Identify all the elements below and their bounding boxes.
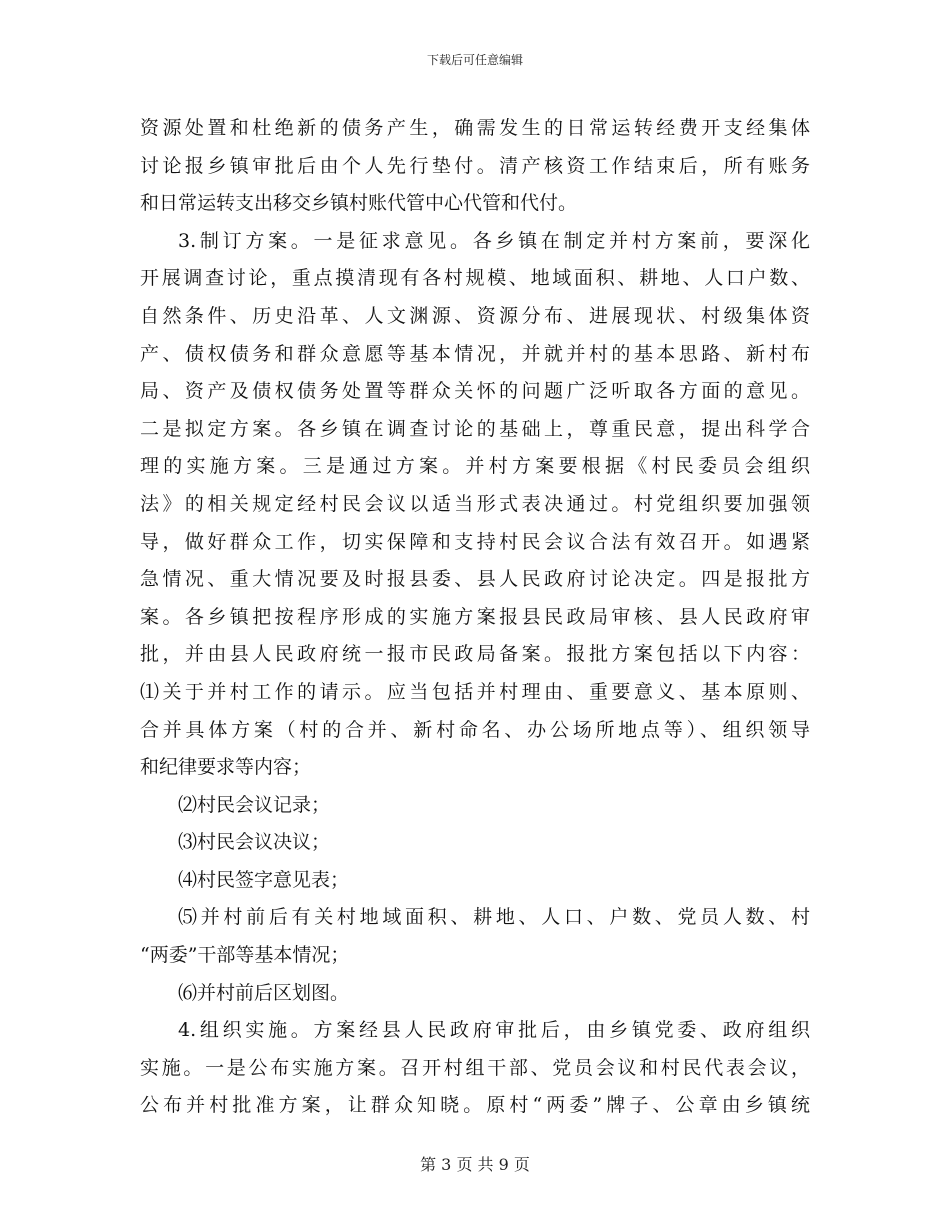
text-line: 二是拟定方案。各乡镇在调查讨论的基础上，尊重民意，提出科学合 [140,417,810,440]
text-line: ⑵村民会议记录； [178,793,331,816]
text-line: 和日常运转支出移交乡镇村账代管中心代管和代付。 [140,192,578,215]
document-body [140,110,810,1125]
text-line: ⑸并村前后有关村地域面积、耕地、人口、户数、党员人数、村 [178,906,810,929]
text-line: 急情况、重大情况要及时报县委、县人民政府讨论决定。四是报批方 [140,568,810,591]
text-line: 开展调查讨论，重点摸清现有各村规模、地域面积、耕地、人口户数、 [140,267,810,290]
text-line: 案。各乡镇把按程序形成的实施方案报县民政局审核、县人民政府审 [140,605,810,628]
text-line: ⑷村民签字意见表； [178,868,350,891]
text-line: 理的实施方案。三是通过方案。并村方案要根据《村民委员会组织 [140,455,810,478]
text-line: 公布并村批准方案，让群众知晓。原村“两委”牌子、公章由乡镇统 [140,1094,810,1117]
page-header: 下载后可任意编辑 [426,53,523,67]
text-line: 和纪律要求等内容； [140,756,312,779]
text-line: 自然条件、历史沿革、人文渊源、资源分布、进展现状、村级集体资 [140,304,810,327]
text-line: 资源处置和杜绝新的债务产生，确需发生的日常运转经费开支经集体 [140,117,810,139]
text-line: 导，做好群众工作，切实保障和支持村民会议合法有效召开。如遇紧 [140,530,810,553]
text-line: 法》的相关规定经村民会议以适当形式表决通过。村党组织要加强领 [140,492,810,515]
page-footer: 第 3 页 共 9 页 [420,1155,530,1174]
text-line: 3.制订方案。一是征求意见。各乡镇在制定并村方案前，要深化 [178,229,810,252]
text-line: “两委”干部等基本情况； [140,944,350,967]
text-line: ⑴关于并村工作的请示。应当包括并村理由、重要意义、基本原则、 [140,680,810,703]
text-line: 实施。一是公布实施方案。召开村组干部、党员会议和村民代表会议， [140,1056,810,1079]
text-line: 局、资产及债权债务处置等群众关怀的问题广泛听取各方面的意见。 [140,380,810,403]
text-line: 产、债权债务和群众意愿等基本情况，并就并村的基本思路、新村布 [140,342,810,365]
text-line: 批，并由县人民政府统一报市民政局备案。报批方案包括以下内容： [140,643,810,666]
text-line: ⑶村民会议决议； [178,831,331,854]
text-line: ⑹并村前后区划图。 [178,981,350,1004]
text-line: 合并具体方案（村的合并、新村命名、办公场所地点等）、组织领导 [140,718,810,741]
text-line: 讨论报乡镇审批后由个人先行垫付。清产核资工作结束后，所有账务 [140,154,810,177]
text-line: 4.组织实施。方案经县人民政府审批后，由乡镇党委、政府组织 [178,1019,810,1042]
